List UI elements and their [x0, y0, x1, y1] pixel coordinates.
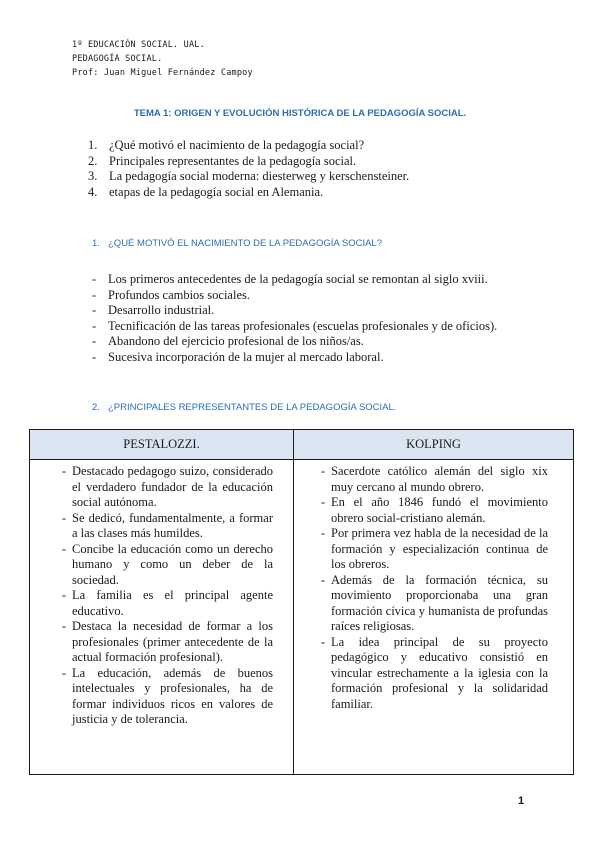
dash-bullet: - — [92, 318, 97, 333]
toc-number: 3. — [88, 169, 98, 183]
page-title: TEMA 1: ORIGEN Y EVOLUCIÓN HISTÓRICA DE LA PEDAGOGÍA SOCIAL. — [133, 108, 467, 119]
pestalozzi-cell — [30, 460, 294, 775]
list-item-text: Por primera vez habla de la necesidad de la formación y especialización continua de los obreros. — [331, 526, 548, 571]
list-item — [56, 666, 273, 728]
list-item — [315, 635, 548, 713]
list-item — [315, 464, 548, 495]
list-item — [92, 350, 532, 366]
section-1-number: 1. — [92, 238, 100, 249]
list-item — [56, 542, 273, 589]
list-item — [92, 319, 532, 335]
header-course: 1º EDUCACIÓN SOCIAL. UAL. — [72, 40, 205, 50]
list-item — [92, 288, 532, 304]
pestalozzi-list — [56, 464, 273, 728]
toc-text: etapas de la pedagogía social en Alemania. — [109, 184, 324, 199]
dash-bullet: - — [92, 349, 97, 364]
header-kolping: KOLPING — [294, 430, 574, 460]
dash-bullet: - — [92, 303, 97, 317]
list-item-text: Destacado pedagogo suizo, considerado el verdadero fundador de la educación social autónoma. — [72, 464, 273, 509]
toc-item — [88, 169, 409, 185]
toc-number: 4. — [88, 184, 98, 199]
dash-bullet: - — [320, 572, 326, 587]
list-item — [315, 495, 548, 526]
dash-bullet: - — [61, 510, 67, 525]
list-item — [92, 334, 532, 350]
toc-item — [88, 138, 409, 154]
list-item-text: Tecnificación de las tareas profesionales (escuelas profesionales y de oficios). — [108, 318, 498, 333]
list-item-text: Los primeros antecedentes de la pedagogía social se remontan al siglo xviii. — [108, 272, 488, 286]
list-item-text: En el año 1846 fundó el movimiento obrero social-cristiano alemán. — [331, 495, 548, 525]
list-item — [92, 272, 532, 288]
list-item — [315, 526, 548, 573]
header-subject: PEDAGOGÍA SOCIAL. — [72, 54, 163, 64]
document-header — [72, 38, 253, 80]
list-item-text: Además de la formación técnica, su movimiento proporcionaba una gran formación cívica y humanista de profundas raíces religiosas. — [331, 572, 548, 633]
toc-item — [88, 185, 409, 201]
kolping-list — [315, 464, 548, 712]
representatives-table — [29, 429, 574, 775]
dash-bullet: - — [320, 634, 326, 649]
dash-bullet: - — [320, 464, 326, 478]
list-item-text: Sacerdote católico alemán del siglo xix muy cercano al mundo obrero. — [331, 464, 548, 494]
section-2-heading — [92, 402, 396, 413]
table-of-contents — [88, 138, 409, 200]
section-1-title: ¿QUÉ MOTIVÓ EL NACIMIENTO DE LA PEDAGOGÍA SOCIAL? — [108, 238, 382, 249]
kolping-cell — [294, 460, 574, 775]
section-1-list — [92, 272, 532, 365]
toc-text: ¿Qué motivó el nacimiento de la pedagogía social? — [109, 138, 365, 152]
list-item — [92, 303, 532, 319]
dash-bullet: - — [92, 334, 97, 348]
list-item-text: Abandono del ejercicio profesional de los niños/as. — [108, 334, 364, 348]
dash-bullet: - — [61, 619, 67, 633]
list-item — [56, 619, 273, 666]
section-2-number: 2. — [92, 402, 100, 413]
toc-number: 1. — [88, 138, 98, 152]
list-item — [315, 573, 548, 635]
list-item — [56, 511, 273, 542]
list-item-text: La familia es el principal agente educativo. — [72, 588, 273, 618]
list-item-text: La idea principal de su proyecto pedagógico y educativo consistió en vincular estrechamente a la iglesia con la formación profesional y la solidaridad familiar. — [331, 634, 548, 711]
section-1-heading — [92, 238, 382, 249]
list-item-text: La educación, además de buenos intelectuales y profesionales, ha de formar individuos ricos en valores de justicia y de tolerancia. — [72, 665, 273, 726]
list-item-text: Sucesiva incorporación de la mujer al mercado laboral. — [108, 349, 384, 364]
section-2-title: ¿PRINCIPALES REPRESENTANTES DE LA PEDAGOGÍA SOCIAL. — [108, 402, 397, 413]
list-item — [56, 464, 273, 511]
dash-bullet: - — [61, 665, 67, 680]
dash-bullet: - — [61, 588, 67, 602]
toc-text: Principales representantes de la pedagogía social. — [109, 153, 357, 168]
dash-bullet: - — [61, 464, 67, 478]
dash-bullet: - — [92, 272, 97, 286]
list-item — [56, 588, 273, 619]
dash-bullet: - — [61, 541, 67, 556]
dash-bullet: - — [92, 287, 97, 302]
list-item-text: Se dedicó, fundamentalmente, a formar a las clases más humildes. — [72, 510, 273, 540]
dash-bullet: - — [320, 526, 326, 540]
list-item-text: Profundos cambios sociales. — [108, 287, 250, 302]
header-professor: Prof: Juan Miguel Fernández Campoy — [72, 68, 253, 78]
list-item-text: Concibe la educación como un derecho humano y como un deber de la sociedad. — [72, 541, 273, 587]
dash-bullet: - — [320, 495, 326, 509]
toc-text: La pedagogía social moderna: diesterweg y kerschensteiner. — [109, 169, 410, 183]
list-item-text: Destaca la necesidad de formar a los profesionales (primer antecedente de la actual formación profesional). — [72, 619, 273, 664]
header-pestalozzi: PESTALOZZI. — [30, 430, 294, 460]
page-number: 1 — [518, 795, 525, 807]
toc-number: 2. — [88, 153, 98, 168]
toc-item — [88, 154, 409, 170]
list-item-text: Desarrollo industrial. — [108, 303, 215, 317]
